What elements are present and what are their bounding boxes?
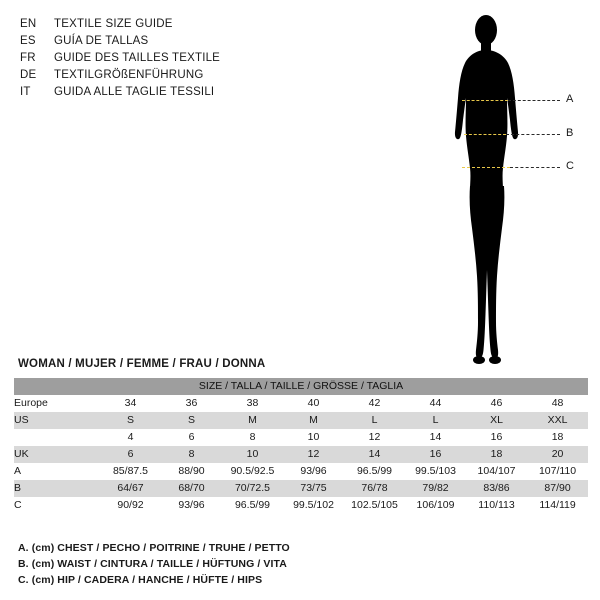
row-label: A bbox=[14, 463, 100, 480]
language-code: DE bbox=[20, 69, 37, 81]
cell: 8 bbox=[161, 446, 222, 463]
cell: 18 bbox=[527, 429, 588, 446]
cell: 99.5/103 bbox=[405, 463, 466, 480]
cell: 68/70 bbox=[161, 480, 222, 497]
cell: L bbox=[405, 412, 466, 429]
cell: 14 bbox=[344, 446, 405, 463]
size-table bbox=[14, 378, 588, 514]
measurement-notes bbox=[18, 540, 578, 588]
cell: 87/90 bbox=[527, 480, 588, 497]
cell: 106/109 bbox=[405, 497, 466, 514]
guide-label-b: B bbox=[566, 127, 574, 139]
cell: 83/86 bbox=[466, 480, 527, 497]
table-row bbox=[14, 395, 588, 412]
cell: 99.5/102 bbox=[283, 497, 344, 514]
cell: 16 bbox=[466, 429, 527, 446]
cell: 104/107 bbox=[466, 463, 527, 480]
cell: 114/119 bbox=[527, 497, 588, 514]
guide-line-a bbox=[508, 100, 560, 101]
cell: 110/113 bbox=[466, 497, 527, 514]
cell: 96.5/99 bbox=[344, 463, 405, 480]
language-row bbox=[20, 67, 280, 84]
language-code: ES bbox=[20, 35, 36, 47]
language-text: GUIDE DES TAILLES TEXTILE bbox=[54, 52, 221, 64]
table-header-row bbox=[14, 378, 588, 395]
cell: 42 bbox=[344, 395, 405, 412]
row-label: B bbox=[14, 480, 100, 497]
cell: 18 bbox=[466, 446, 527, 463]
cell: 70/72.5 bbox=[222, 480, 283, 497]
cell: S bbox=[161, 412, 222, 429]
cell: 20 bbox=[527, 446, 588, 463]
guide-line-c-yellow bbox=[462, 167, 510, 168]
note-waist: B. (cm) WAIST / CINTURA / TAILLE / HÜFTUNG / VITA bbox=[18, 558, 287, 570]
section-title: WOMAN / MUJER / FEMME / FRAU / DONNA bbox=[18, 358, 266, 370]
row-label: Europe bbox=[14, 395, 100, 412]
guide-line-c bbox=[510, 167, 560, 168]
cell: 85/87.5 bbox=[100, 463, 161, 480]
table-row bbox=[14, 446, 588, 463]
guide-label-c: C bbox=[566, 160, 574, 172]
cell: 46 bbox=[466, 395, 527, 412]
guide-line-b-yellow bbox=[464, 134, 506, 135]
cell: 36 bbox=[161, 395, 222, 412]
cell: 90/92 bbox=[100, 497, 161, 514]
cell: 64/67 bbox=[100, 480, 161, 497]
cell: 12 bbox=[283, 446, 344, 463]
cell: 10 bbox=[222, 446, 283, 463]
cell: 4 bbox=[100, 429, 161, 446]
language-row bbox=[20, 16, 280, 33]
language-text: GUÍA DE TALLAS bbox=[54, 35, 149, 47]
language-text: TEXTILGRÖßENFÜHRUNG bbox=[54, 69, 204, 81]
row-label: C bbox=[14, 497, 100, 514]
guide-line-b bbox=[506, 134, 560, 135]
language-code: FR bbox=[20, 52, 36, 64]
row-label: US bbox=[14, 412, 100, 429]
language-row bbox=[20, 50, 280, 67]
language-text: TEXTILE SIZE GUIDE bbox=[54, 18, 173, 30]
size-table-wrapper bbox=[14, 378, 586, 514]
female-silhouette-figure bbox=[420, 8, 590, 368]
cell: 88/90 bbox=[161, 463, 222, 480]
cell: 107/110 bbox=[527, 463, 588, 480]
cell: 10 bbox=[283, 429, 344, 446]
cell: 8 bbox=[222, 429, 283, 446]
cell: 6 bbox=[100, 446, 161, 463]
table-row bbox=[14, 497, 588, 514]
cell: L bbox=[344, 412, 405, 429]
cell: 6 bbox=[161, 429, 222, 446]
table-row bbox=[14, 412, 588, 429]
cell: 38 bbox=[222, 395, 283, 412]
cell: 73/75 bbox=[283, 480, 344, 497]
guide-label-a: A bbox=[566, 93, 574, 105]
cell: 44 bbox=[405, 395, 466, 412]
cell: 40 bbox=[283, 395, 344, 412]
cell: S bbox=[100, 412, 161, 429]
cell: 93/96 bbox=[283, 463, 344, 480]
language-code: IT bbox=[20, 86, 31, 98]
cell: 96.5/99 bbox=[222, 497, 283, 514]
cell: 93/96 bbox=[161, 497, 222, 514]
cell: 12 bbox=[344, 429, 405, 446]
cell: 16 bbox=[405, 446, 466, 463]
language-code: EN bbox=[20, 18, 37, 30]
cell: XL bbox=[466, 412, 527, 429]
cell: M bbox=[283, 412, 344, 429]
row-label: UK bbox=[14, 446, 100, 463]
guide-line-a-yellow bbox=[462, 100, 508, 101]
cell: 14 bbox=[405, 429, 466, 446]
language-title-block bbox=[20, 16, 280, 101]
cell: 90.5/92.5 bbox=[222, 463, 283, 480]
row-label bbox=[14, 429, 100, 446]
cell: 76/78 bbox=[344, 480, 405, 497]
note-hip: C. (cm) HIP / CADERA / HANCHE / HÜFTE / HIPS bbox=[18, 574, 263, 586]
language-row bbox=[20, 33, 280, 50]
cell: 48 bbox=[527, 395, 588, 412]
note-chest: A. (cm) CHEST / PECHO / POITRINE / TRUHE / PETTO bbox=[18, 542, 290, 554]
cell: M bbox=[222, 412, 283, 429]
cell: XXL bbox=[527, 412, 588, 429]
cell: 102.5/105 bbox=[344, 497, 405, 514]
table-row bbox=[14, 463, 588, 480]
cell: 79/82 bbox=[405, 480, 466, 497]
table-row bbox=[14, 480, 588, 497]
silhouette-icon bbox=[420, 8, 590, 368]
cell: 34 bbox=[100, 395, 161, 412]
language-text: GUIDA ALLE TAGLIE TESSILI bbox=[54, 86, 215, 98]
table-header-label: SIZE / TALLA / TAILLE / GRÖSSE / TAGLIA bbox=[14, 378, 588, 395]
table-row bbox=[14, 429, 588, 446]
language-row bbox=[20, 84, 280, 101]
